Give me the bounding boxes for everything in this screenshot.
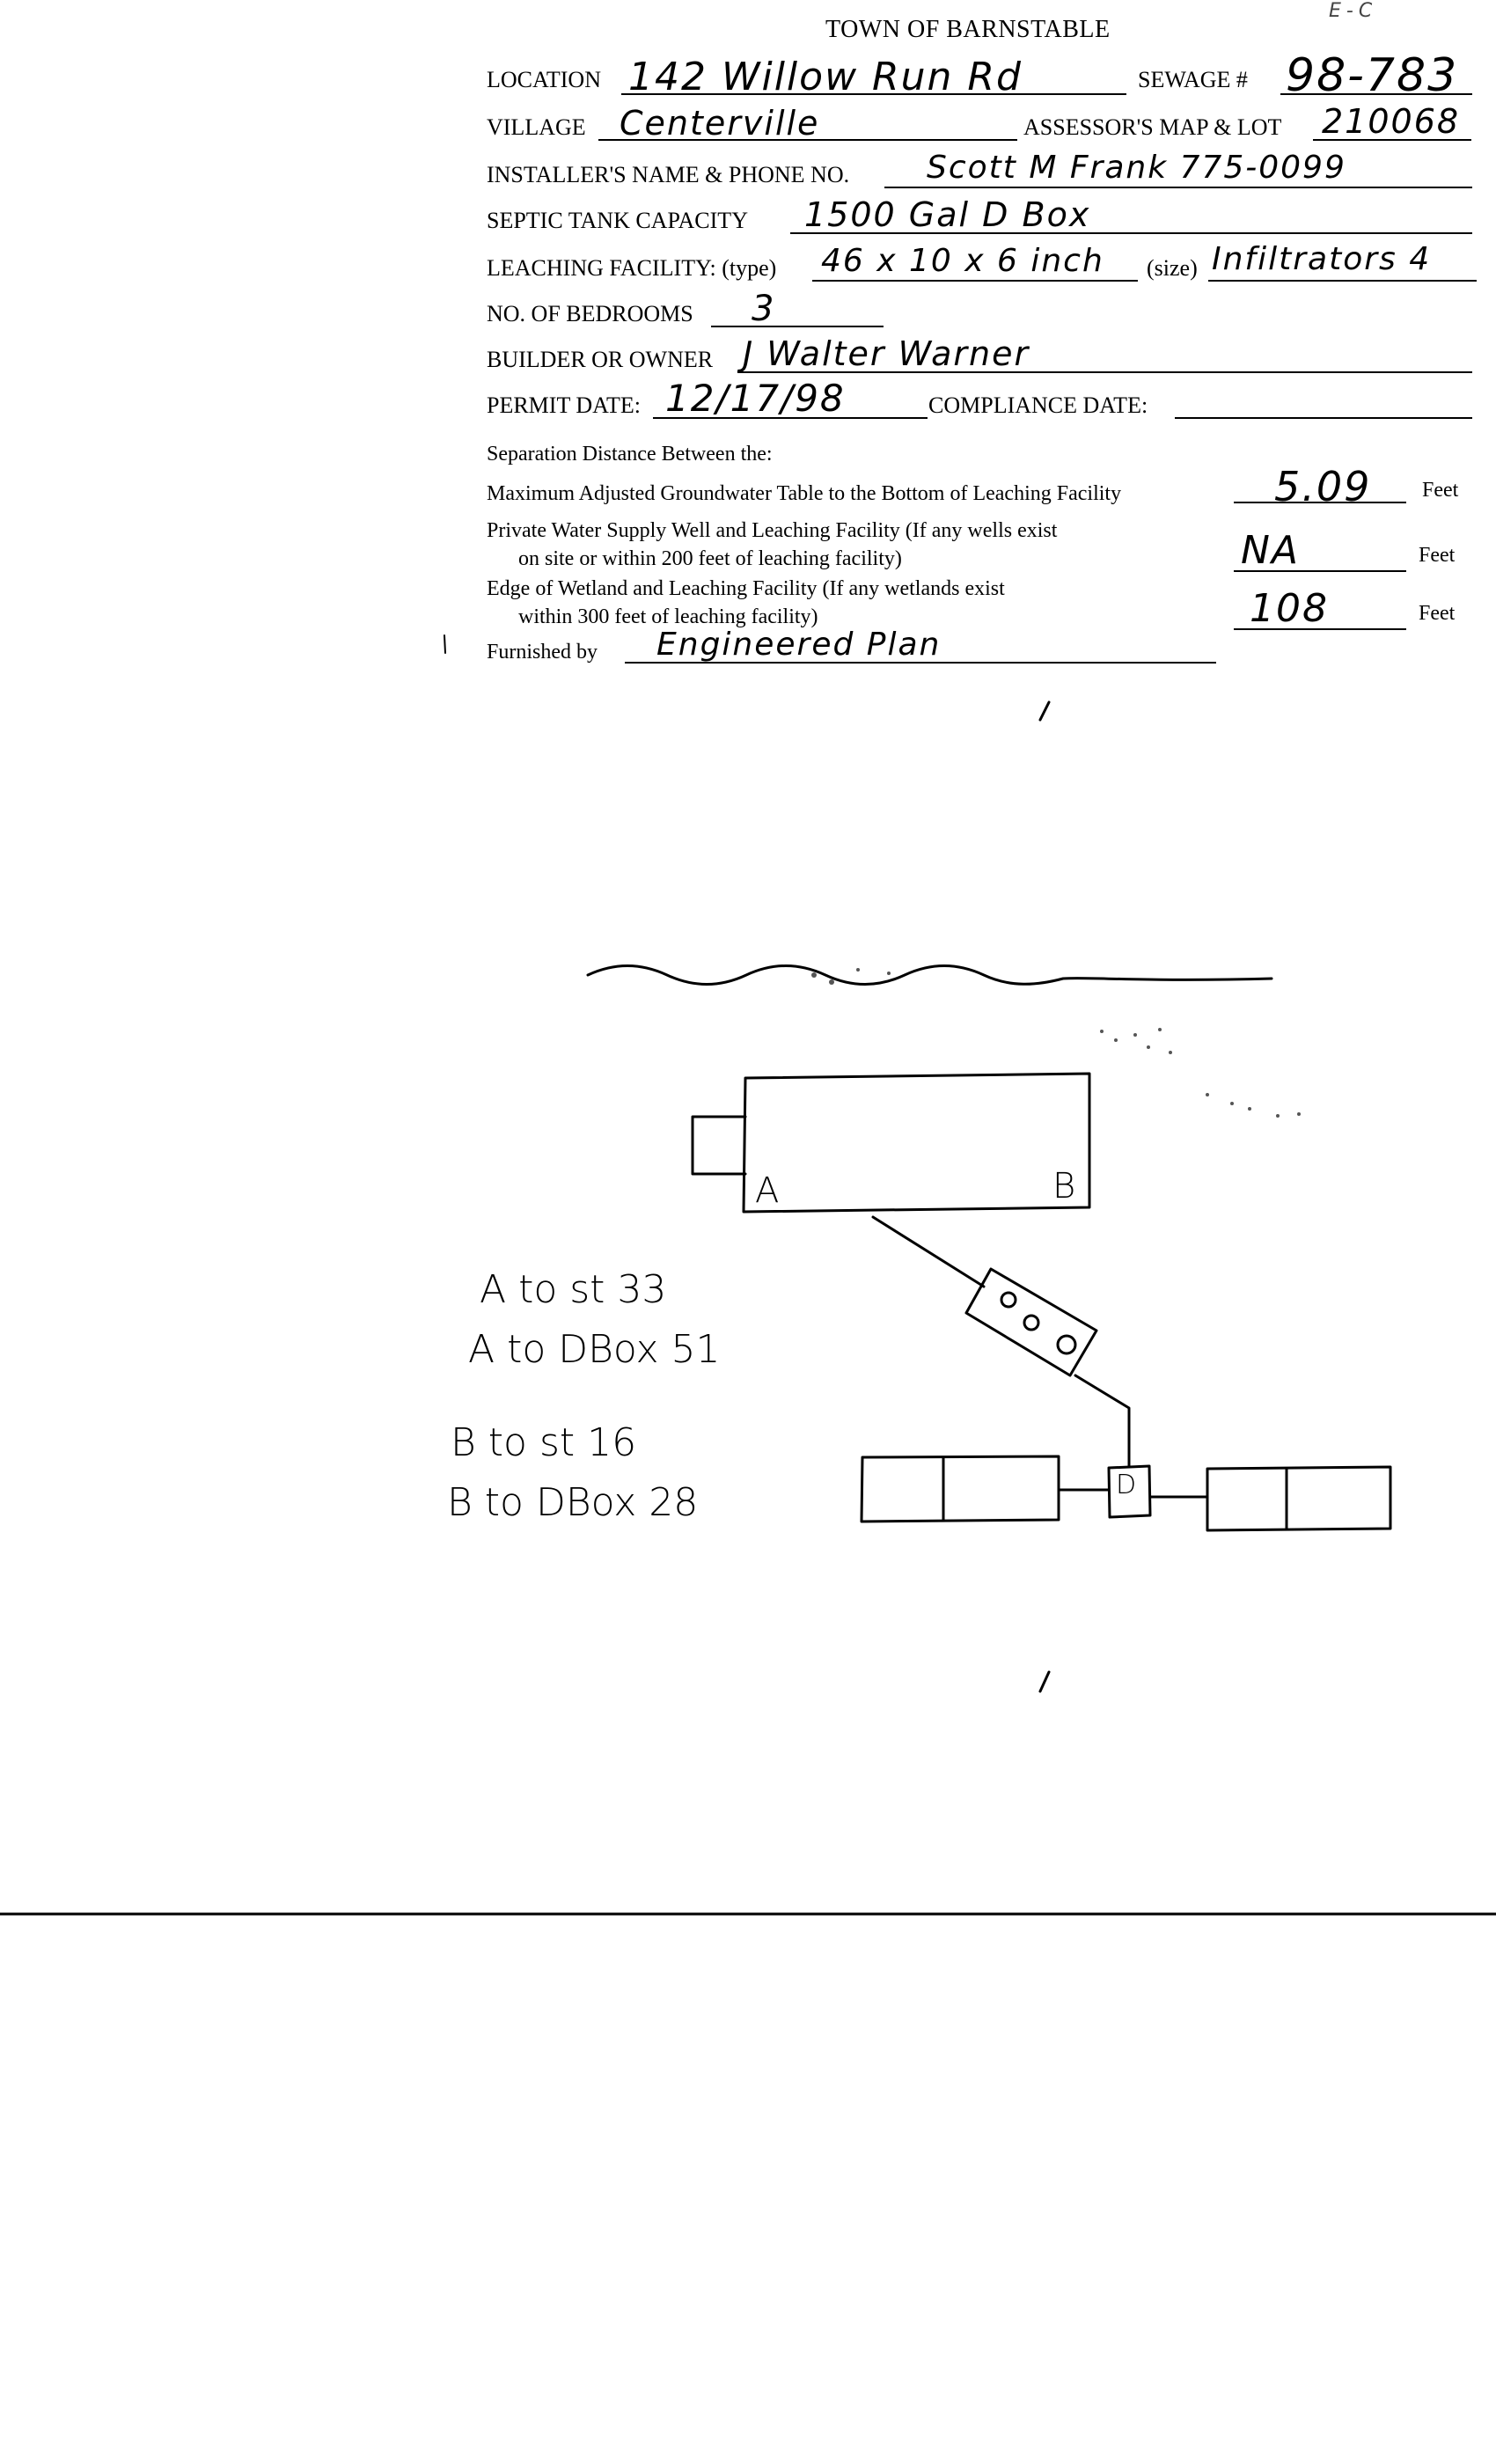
pipe-dbox-down: [1075, 1375, 1129, 1466]
note-b-to-dbox: B to DBox 28: [447, 1480, 699, 1525]
wetland-unit: Feet: [1419, 602, 1456, 625]
corner-a-label: A: [755, 1170, 780, 1211]
furnished-label: Furnished by: [487, 641, 598, 664]
left-leaching-chambers: [862, 1456, 1059, 1522]
village-value: Centerville: [620, 104, 820, 143]
map-lot-label: ASSESSOR'S MAP & LOT: [1023, 114, 1282, 140]
well-unit: Feet: [1419, 544, 1456, 567]
furnished-value: Engineered Plan: [656, 627, 942, 663]
tank-capacity-value: 1500 Gal D Box: [804, 195, 1091, 234]
compliance-date-label: COMPLIANCE DATE:: [928, 392, 1148, 418]
wetland-label-line2: within 300 feet of leaching facility): [518, 605, 818, 628]
location-label: LOCATION: [487, 67, 601, 92]
dbox-port-2: [1024, 1316, 1038, 1330]
groundwater-label: Maximum Adjusted Groundwater Table to the Bottom of Leaching Facility: [487, 482, 1122, 505]
distribution-box: [966, 1269, 1096, 1375]
stray-mark-top: [1040, 702, 1049, 720]
location-value: 142 Willow Run Rd: [628, 55, 1023, 99]
shoreline-wave: [588, 966, 1272, 985]
dbox-port-3: [1058, 1336, 1075, 1353]
separation-heading: Separation Distance Between the:: [487, 443, 773, 466]
permit-date-label: PERMIT DATE:: [487, 392, 642, 418]
leaching-size-value: Infiltrators 4: [1212, 241, 1432, 277]
tank-inlet-box: [693, 1117, 745, 1174]
form-title: TOWN OF BARNSTABLE: [825, 16, 1111, 43]
map-lot-value: 210068: [1322, 102, 1461, 141]
bedrooms-label: NO. OF BEDROOMS: [487, 301, 693, 326]
dbox-port-1: [1001, 1293, 1016, 1307]
leaching-type-value: 46 x 10 x 6 inch: [821, 243, 1104, 279]
groundwater-value: 5.09: [1274, 463, 1372, 510]
septic-tank: [744, 1074, 1089, 1212]
sewage-label: SEWAGE #: [1138, 67, 1248, 92]
well-label-line2: on site or within 200 feet of leaching facility): [518, 547, 902, 570]
corner-mark: E-C: [1329, 0, 1378, 22]
well-value: NA: [1241, 528, 1301, 573]
speckles: [811, 968, 1301, 1118]
well-label-line1: Private Water Supply Well and Leaching Facility (If any wells exist: [487, 519, 1058, 542]
builder-value: J Walter Warner: [743, 334, 1030, 373]
bedrooms-value: 3: [752, 289, 776, 329]
small-dbox-label: D: [1116, 1470, 1137, 1500]
groundwater-unit: Feet: [1422, 479, 1459, 502]
note-a-to-st: A to st 33: [480, 1267, 667, 1312]
note-b-to-st: B to st 16: [451, 1420, 637, 1465]
pipe-tank-to-dbox: [873, 1217, 984, 1287]
installer-label: INSTALLER'S NAME & PHONE NO.: [487, 162, 850, 187]
village-label: VILLAGE: [487, 114, 586, 140]
corner-b-label: B: [1052, 1166, 1076, 1206]
stray-mark-left: [444, 635, 445, 653]
sewage-value: 98-783: [1286, 49, 1459, 102]
tank-capacity-label: SEPTIC TANK CAPACITY: [487, 208, 748, 233]
right-leaching-chambers: [1207, 1467, 1390, 1530]
leaching-size-label: (size): [1147, 255, 1198, 281]
installer-value: Scott M Frank 775-0099: [927, 150, 1346, 186]
stray-mark-bottom: [1040, 1672, 1049, 1691]
builder-label: BUILDER OR OWNER: [487, 347, 714, 372]
wetland-label-line1: Edge of Wetland and Leaching Facility (If any wetlands exist: [487, 577, 1005, 600]
permit-date-value: 12/17/98: [665, 377, 846, 420]
note-a-to-dbox: A to DBox 51: [468, 1327, 721, 1372]
wetland-value: 108: [1250, 586, 1329, 631]
leaching-type-label: LEACHING FACILITY: (type): [487, 255, 777, 281]
